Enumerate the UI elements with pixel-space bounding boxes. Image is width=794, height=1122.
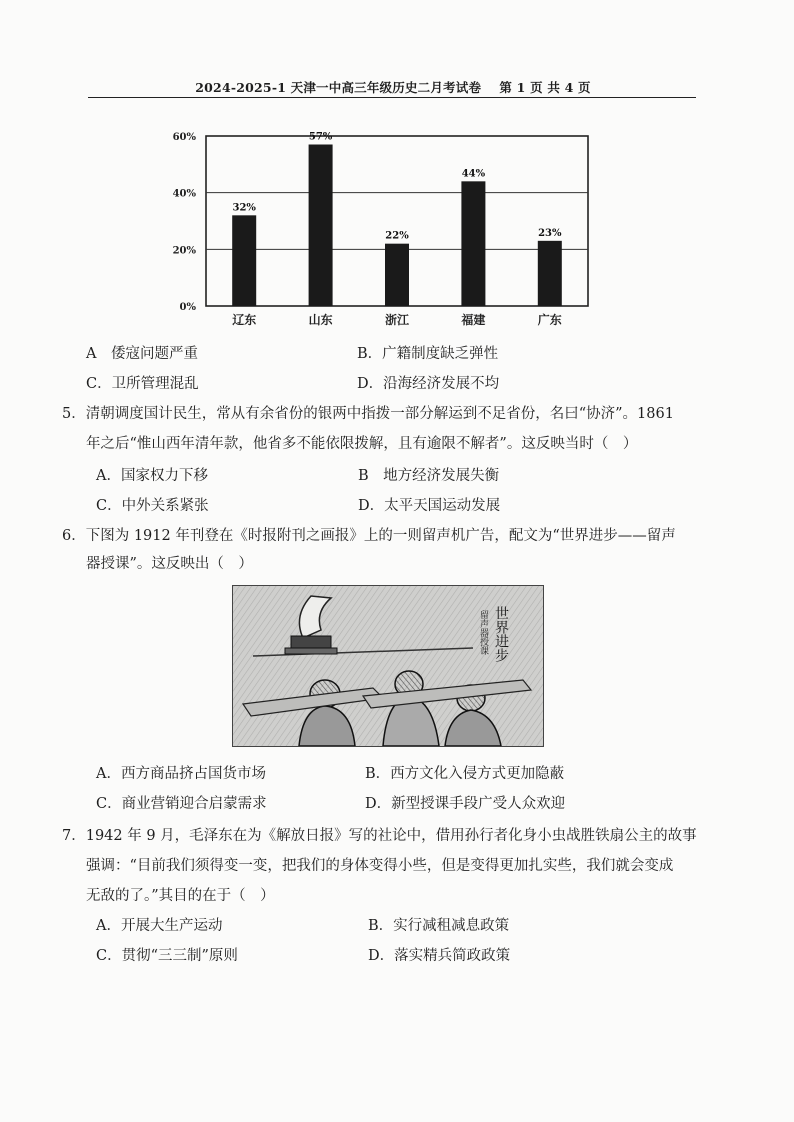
chart-data-label: 44% [461, 168, 486, 180]
q7-stem-line-3: 无敌的了。”其目的在于（ ） [86, 888, 275, 904]
q7-option-d[interactable]: D．落实精兵简政政策 [368, 948, 511, 964]
exam-title: 2024-2025-1 天津一中高三年级历史二月考试卷 [195, 80, 482, 95]
q5-option-c[interactable]: C．中外关系紧张 [96, 498, 209, 514]
q7-options-row-1 [0, 914, 794, 938]
q4-option-a[interactable]: A 倭寇问题严重 [86, 346, 198, 362]
chart-data-label: 57% [308, 131, 333, 143]
q6-options-row-2 [0, 792, 794, 816]
chart-bar [461, 181, 485, 306]
q5-option-b[interactable]: B 地方经济发展失衡 [358, 468, 500, 484]
chart-x-tick-label: 广东 [537, 313, 562, 327]
q4-options-row-1 [0, 342, 794, 366]
q5-stem-line-1: 5．清朝调度国计民生，常从有余省份的银两中指拨一部分解运到不足省份，名曰“协济”。1861 [62, 406, 674, 422]
q7-option-b[interactable]: B．实行减租减息政策 [368, 918, 510, 934]
chart-y-tick-label: 0% [179, 302, 196, 313]
chart-bar [538, 241, 562, 306]
q6-options-row-1 [0, 762, 794, 786]
q4-option-b[interactable]: B．广籍制度缺乏弹性 [357, 346, 499, 362]
q4-option-d[interactable]: D．沿海经济发展不均 [357, 376, 500, 392]
chart-data-label: 32% [232, 202, 256, 214]
ad-caption-subtitle: 留声器授课 [478, 610, 488, 655]
q7-stem-line-1: 7．1942 年 9 月，毛泽东在为《解放日报》写的社论中，借用孙行者化身小虫战胜铁扇公主的故事 [62, 828, 697, 844]
chart-y-tick-label: 40% [172, 188, 196, 200]
chart-bar [309, 145, 333, 307]
chart-x-tick-label: 福建 [461, 313, 486, 327]
bar-chart [150, 120, 600, 332]
page-info: 第 1 页 共 4 页 [499, 80, 591, 95]
q5-stem-line-2: 年之后“惟山西年清年款，他省多不能依限拨解，且有逾限不解者”。这反映当时（ ） [86, 436, 638, 452]
q5-options-row-1 [0, 464, 794, 488]
q4-option-c[interactable]: C．卫所管理混乱 [86, 376, 199, 392]
chart-data-label: 23% [538, 227, 562, 239]
q4-options-row-2 [0, 372, 794, 396]
q7-stem-line-2: 强调：“目前我们须得变一变，把我们的身体变得小些，但是变得更加扎实些，我们就会变成 [86, 858, 674, 874]
chart-bar [232, 215, 256, 306]
header-divider [88, 97, 696, 98]
phonograph-advertisement-image [232, 585, 544, 747]
chart-x-tick-label: 浙江 [384, 313, 410, 327]
chart-bar [385, 244, 409, 306]
q6-option-c[interactable]: C．商业营销迎合启蒙需求 [96, 796, 267, 812]
chart-y-tick-label: 20% [172, 245, 196, 257]
q6-option-a[interactable]: A．西方商品挤占国货市场 [96, 766, 266, 782]
q7-options-row-2 [0, 944, 794, 968]
q6-stem-line-1: 6．下图为 1912 年刊登在《时报附刊之画报》上的一则留声机广告，配文为“世界进步——留声 [62, 528, 676, 544]
q6-option-d[interactable]: D．新型授课手段广受人众欢迎 [365, 796, 566, 812]
q7-option-a[interactable]: A．开展大生产运动 [96, 918, 223, 934]
q5-option-d[interactable]: D．太平天国运动发展 [358, 498, 501, 514]
q6-stem-line-2: 器授课”。这反映出（ ） [86, 556, 253, 572]
phonograph-ad-illustration [233, 586, 543, 746]
q7-option-c[interactable]: C．贯彻“三三制”原则 [96, 948, 238, 964]
chart-y-tick-label: 60% [172, 132, 196, 143]
page-header [90, 78, 696, 96]
q6-option-b[interactable]: B．西方文化入侵方式更加隐蔽 [365, 766, 565, 782]
ad-caption-title: 世界进步 [493, 606, 509, 662]
chart-x-tick-label: 山东 [308, 313, 333, 327]
q5-option-a[interactable]: A．国家权力下移 [96, 468, 208, 484]
q5-options-row-2 [0, 494, 794, 518]
chart-x-tick-label: 辽东 [232, 313, 257, 327]
chart-data-label: 22% [385, 230, 409, 242]
